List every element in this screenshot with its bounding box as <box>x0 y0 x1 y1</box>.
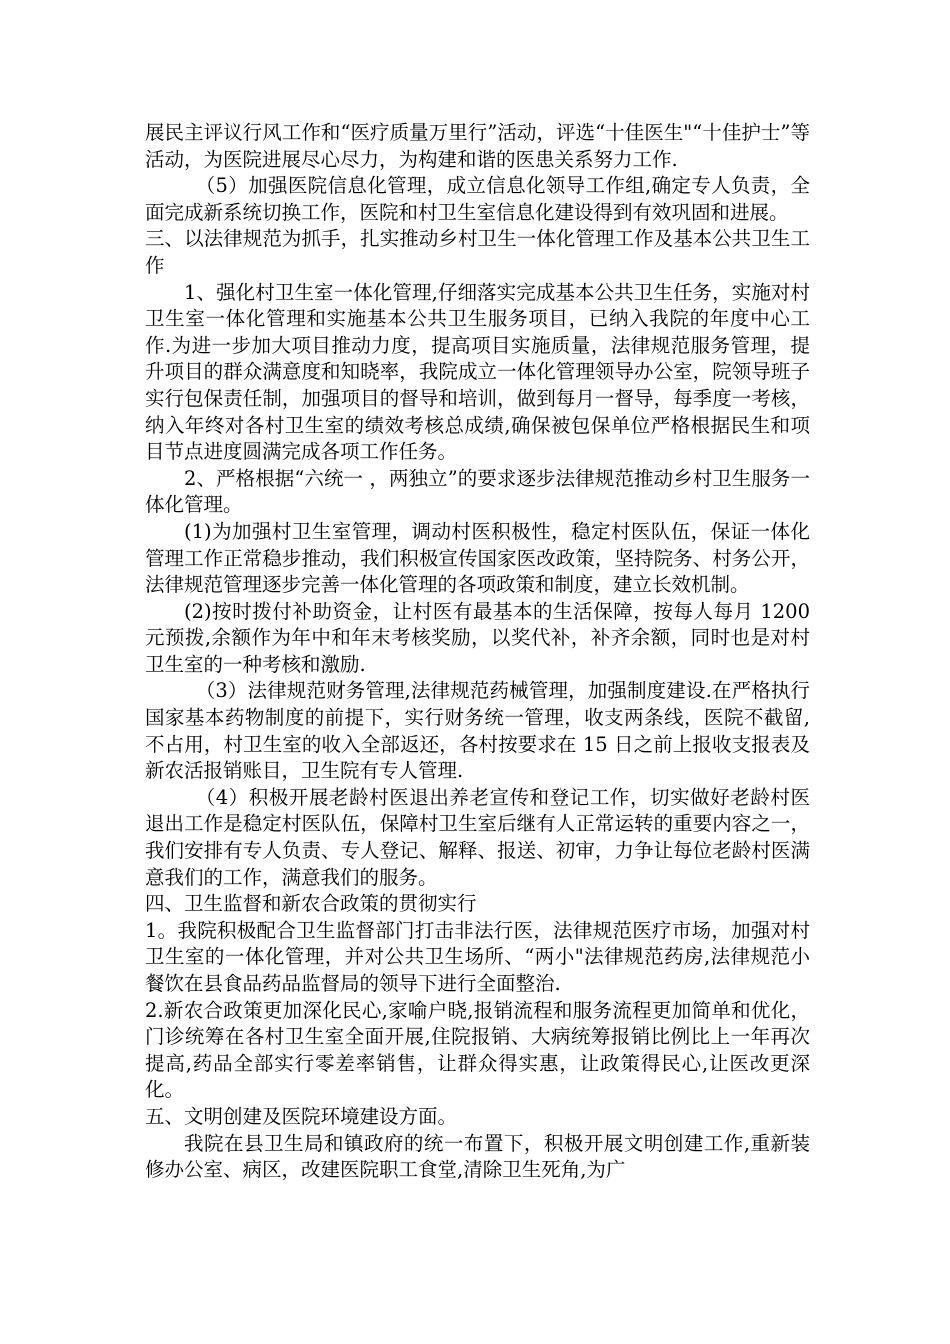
body-paragraph: （5）加强医院信息化管理，成立信息化领导工作组,确定专人负责，全面完成新系统切换工作，医院和村卫生室信息化建设得到有效巩固和进展。 <box>145 174 810 224</box>
body-paragraph: （3）法律规范财务管理,法律规范药械管理，加强制度建设.在严格执行国家基本药物制度的前提下，实行财务统一管理，收支两条线，医院不截留,不占用，村卫生室的收入全部返还，各村按要求在 15 日之前上报收支报表及新农活报销账目，卫生院有专人管理. <box>145 679 810 783</box>
section-heading: 五、文明创建及医院环境建设方面。 <box>145 1104 458 1128</box>
body-paragraph: 我院在县卫生局和镇政府的统一布置下，积极开展文明创建工作,重新装修办公室、病区，改建医院职工食堂,清除卫生死角,为广 <box>145 1131 810 1182</box>
body-paragraph: 2.新农合政策更加深化民心,家喻户晓,报销流程和服务流程更加简单和优化，门诊统筹在各村卫生室全面开展,住院报销、大病统筹报销比例比上一年再次提高,药品全部实行零差率销售，让群众得实惠，让政策得民心,让医改更深化。 <box>145 998 810 1102</box>
body-paragraph: (1)为加强村卫生室管理，调动村医积极性，稳定村医队伍，保证一体化管理工作正常稳步推动，我们积极宣传国家医改政策，坚持院务、村务公开，法律规范管理逐步完善一体化管理的各项政策和制度，建立长效机制。 <box>145 519 810 597</box>
body-paragraph: 2、严格根据“六统一 ，两独立”的要求逐步法律规范推动乡村卫生服务一体化管理。 <box>145 466 810 517</box>
body-paragraph: (2)按时拨付补助资金，让村医有最基本的生活保障，按每人每月 1200 元预拨,余额作为年中和年末考核奖励，以奖代补，补齐余额，同时也是对村卫生室的一种考核和激励. <box>145 599 810 676</box>
body-paragraph: （4）积极开展老龄村医退出养老宣传和登记工作，切实做好老龄村医退出工作是稳定村医队伍，保障村卫生室后继有人正常运转的重要内容之一，我们安排有专人负责、专人登记、解释、报送、初审，力争让每位老龄村医满意我们的工作，满意我们的服务。 <box>145 785 810 889</box>
section-heading: 四、卫生监督和新农合政策的贯彻实行 <box>145 892 477 916</box>
body-paragraph: 1、强化村卫生室一体化管理,仔细落实完成基本公共卫生任务，实施对村卫生室一体化管理和实施基本公共卫生服务项目，已纳入我院的年度中心工作.为进一步加大项目推动力度，提高项目实施质量，法律规范服务管理，提升项目的群众满意度和知晓率，我院成立一体化管理领导办公室，院领导班子实行包保责任制，加强项目的督导和培训，做到每月一督导，每季度一考核，纳入年终对各村卫生室的绩效考核总成绩,确保被包保单位严格根据民生和项目节点进度圆满完成各项工作任务。 <box>145 280 810 464</box>
body-paragraph: 展民主评议行风工作和“医疗质量万里行”活动，评选“十佳医生"“十佳护士”等活动，为医院进展尽心尽力，为构建和谐的医患关系努力工作. <box>145 121 810 171</box>
section-heading: 三、以法律规范为抓手，扎实推动乡村卫生一体化管理工作及基本公共卫生工作 <box>145 227 810 277</box>
body-paragraph: 1。我院积极配合卫生监督部门打击非法行医，法律规范医疗市场，加强对村卫生室的一体化管理，并对公共卫生场所、“两小"法律规范药房,法律规范小餐饮在县食品药品监督局的领导下进行全面整治. <box>145 918 810 995</box>
document-page <box>145 120 810 1184</box>
